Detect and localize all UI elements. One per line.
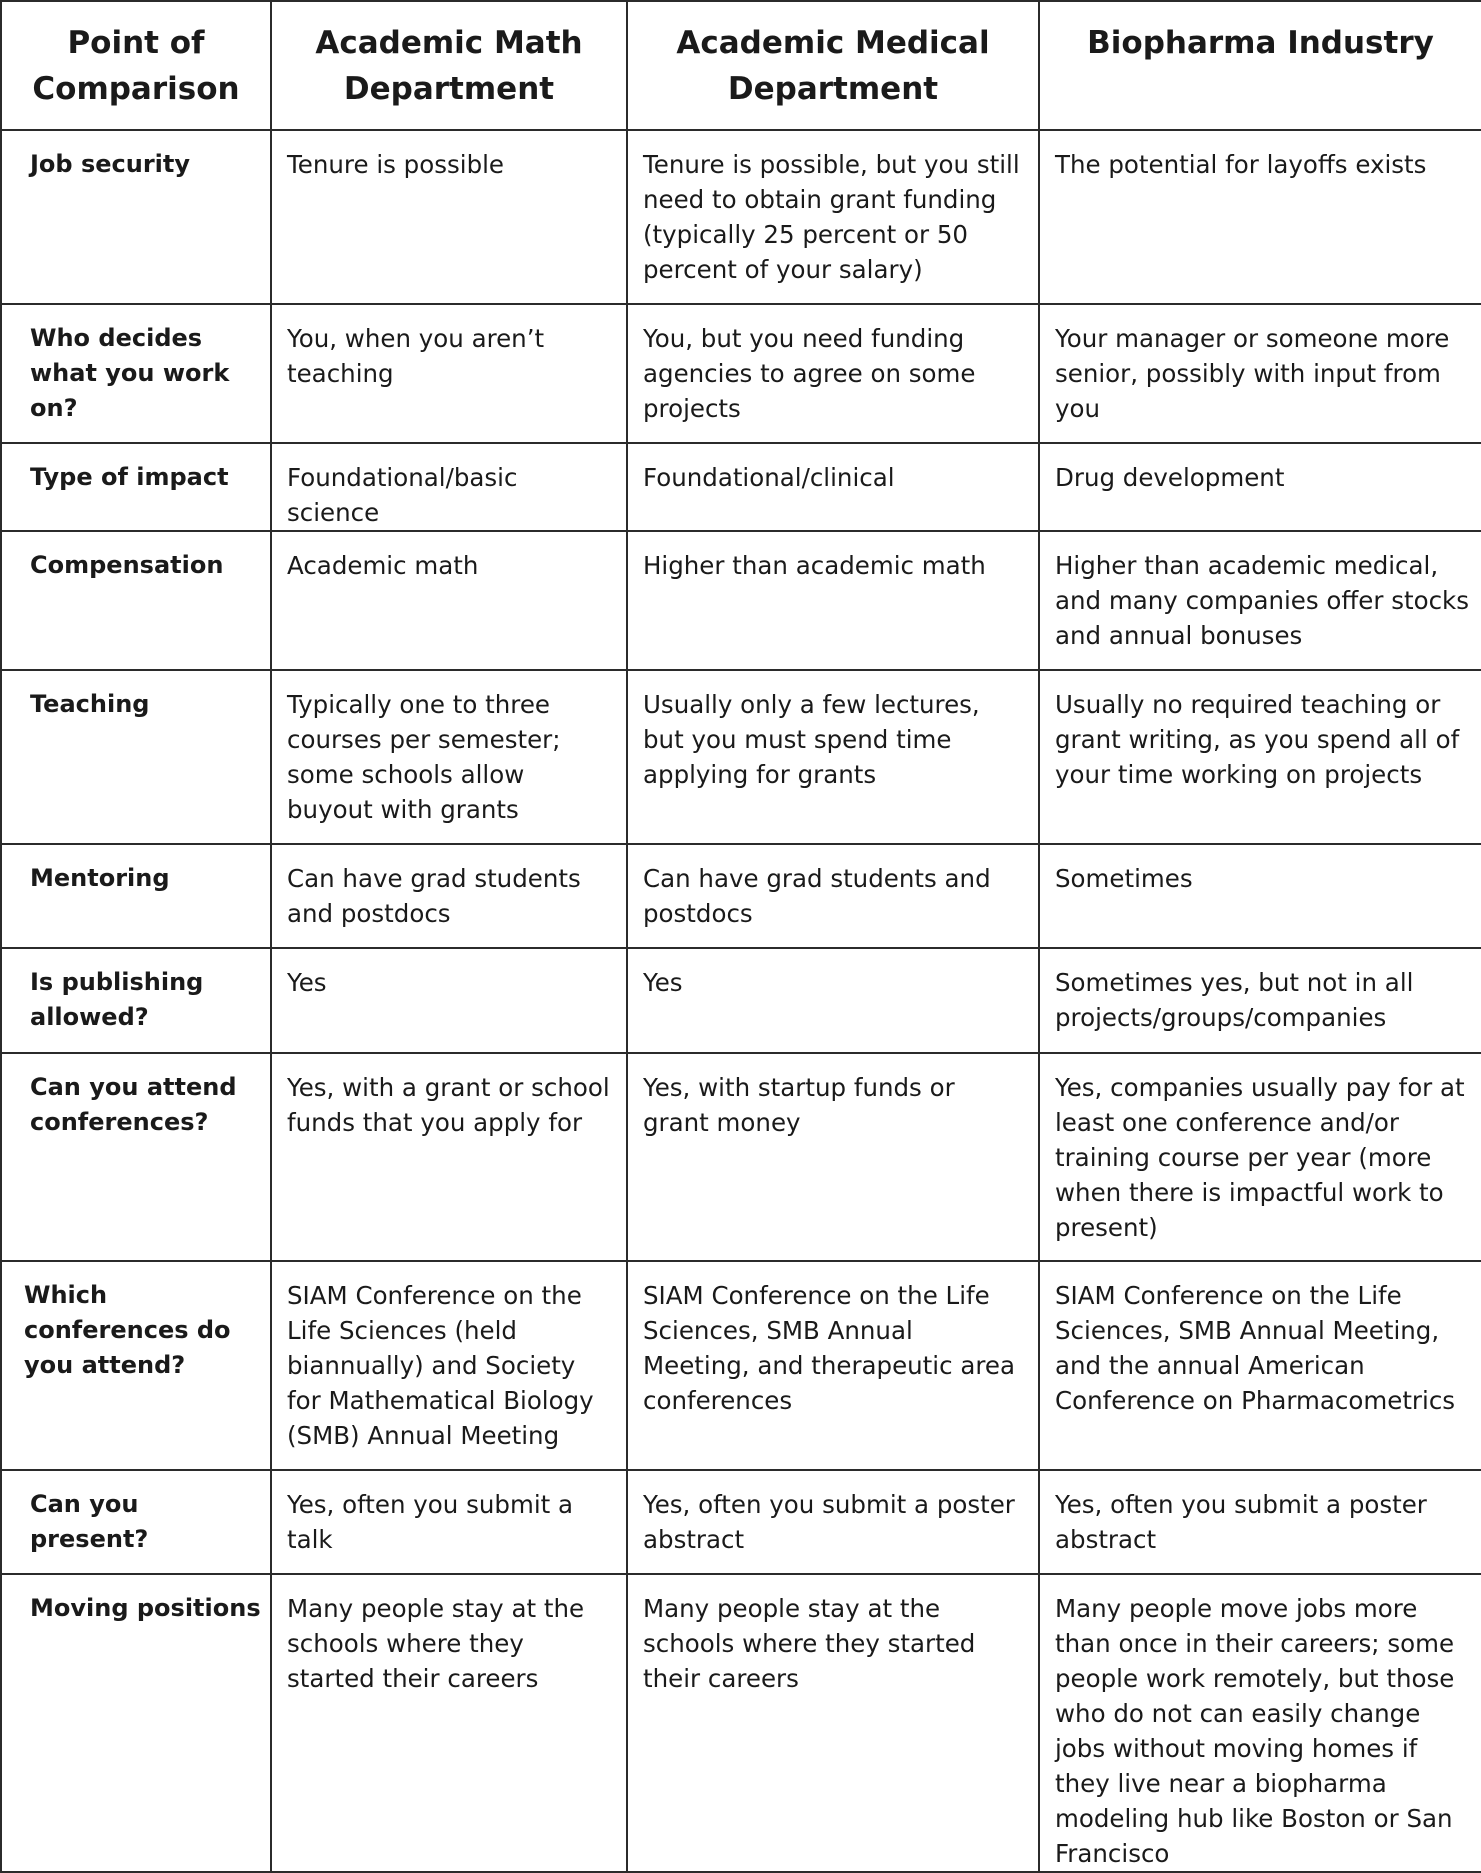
row-label-cell: [1, 1053, 271, 1261]
row-label: Moving positions: [30, 1594, 261, 1622]
industry-cell: Drug development: [1039, 443, 1481, 531]
math-cell: SIAM Conference on the Life Sciences (held biannually) and Society for Mathematical Biology (SMB) Annual Meeting: [271, 1261, 627, 1470]
medical-cell: Higher than academic math: [627, 531, 1039, 670]
industry-cell: Usually no required teaching or grant writing, as you spend all of your time working on projects: [1039, 670, 1481, 844]
table-row-who-decides: [1, 304, 1481, 443]
row-label: Compensation: [30, 551, 224, 579]
math-cell: You, when you aren’t teaching: [271, 304, 627, 443]
table-row-can-you-present: [1, 1470, 1481, 1574]
row-label: Can you attend conferences?: [30, 1073, 237, 1136]
row-label-cell: [1, 948, 271, 1053]
table-row-type-of-impact: [1, 443, 1481, 531]
industry-cell: Sometimes: [1039, 844, 1481, 948]
table-row-moving-positions: [1, 1574, 1481, 1872]
medical-cell: Yes, often you submit a poster abstract: [627, 1470, 1039, 1574]
industry-cell: Sometimes yes, but not in all projects/groups/companies: [1039, 948, 1481, 1053]
row-label-cell: [1, 1470, 271, 1574]
row-label-cell: [1, 130, 271, 304]
industry-cell: The potential for layoffs exists: [1039, 130, 1481, 304]
math-cell: Yes, often you submit a talk: [271, 1470, 627, 1574]
row-label: Who decides what you work on?: [30, 324, 230, 422]
medical-cell: Usually only a few lectures, but you must spend time applying for grants: [627, 670, 1039, 844]
medical-cell: Tenure is possible, but you still need to obtain grant funding (typically 25 percent or 50 percent of your salary): [627, 130, 1039, 304]
row-label-cell: [1, 1574, 271, 1872]
math-cell: Tenure is possible: [271, 130, 627, 304]
header-cell-point-of-comparison: Point of Comparison: [1, 1, 271, 130]
math-cell: Foundational/basic science: [271, 443, 627, 531]
industry-cell: Your manager or someone more senior, possibly with input from you: [1039, 304, 1481, 443]
row-label: Type of impact: [30, 463, 229, 491]
row-label-cell: [1, 531, 271, 670]
row-label-cell: [1, 844, 271, 948]
row-label: Job security: [30, 150, 191, 178]
row-label: Which conferences do you attend?: [24, 1281, 231, 1379]
industry-cell: SIAM Conference on the Life Sciences, SMB Annual Meeting, and the annual American Conference on Pharmacometrics: [1039, 1261, 1481, 1470]
table-row-which-conferences: [1, 1261, 1481, 1470]
row-label-cell: [1, 670, 271, 844]
table-row-attend-conferences: [1, 1053, 1481, 1261]
math-cell: Yes: [271, 948, 627, 1053]
table-row-job-security: [1, 130, 1481, 304]
math-cell: Yes, with a grant or school funds that you apply for: [271, 1053, 627, 1261]
row-label-cell: [1, 304, 271, 443]
table-row-compensation: [1, 531, 1481, 670]
medical-cell: Yes, with startup funds or grant money: [627, 1053, 1039, 1261]
table-row-mentoring: [1, 844, 1481, 948]
medical-cell: Can have grad students and postdocs: [627, 844, 1039, 948]
math-cell: Can have grad students and postdocs: [271, 844, 627, 948]
industry-cell: Many people move jobs more than once in their careers; some people work remotely, but those who do not can easily change jobs without moving homes if they live near a biopharma modeling hub like Boston or San Francisco: [1039, 1574, 1481, 1872]
table-row-publishing: [1, 948, 1481, 1053]
row-label: Can you present?: [30, 1490, 149, 1553]
industry-cell: Higher than academic medical, and many companies offer stocks and annual bonuses: [1039, 531, 1481, 670]
header-cell-biopharma: Biopharma Industry: [1039, 1, 1481, 130]
medical-cell: Yes: [627, 948, 1039, 1053]
math-cell: Typically one to three courses per semester; some schools allow buyout with grants: [271, 670, 627, 844]
row-label-cell: [1, 1261, 271, 1470]
header-row: [1, 1, 1481, 130]
table-row-teaching: [1, 670, 1481, 844]
header-cell-academic-math: Academic Math Department: [271, 1, 627, 130]
medical-cell: SIAM Conference on the Life Sciences, SMB Annual Meeting, and therapeutic area conferences: [627, 1261, 1039, 1470]
medical-cell: You, but you need funding agencies to agree on some projects: [627, 304, 1039, 443]
industry-cell: Yes, companies usually pay for at least one conference and/or training course per year (more when there is impactful work to present): [1039, 1053, 1481, 1261]
math-cell: Many people stay at the schools where they started their careers: [271, 1574, 627, 1872]
header-cell-academic-medical: Academic Medical Department: [627, 1, 1039, 130]
row-label: Teaching: [30, 690, 150, 718]
row-label-cell: [1, 443, 271, 531]
medical-cell: Many people stay at the schools where they started their careers: [627, 1574, 1039, 1872]
row-label: Is publishing allowed?: [30, 968, 204, 1031]
industry-cell: Yes, often you submit a poster abstract: [1039, 1470, 1481, 1574]
math-cell: Academic math: [271, 531, 627, 670]
row-label: Mentoring: [30, 864, 170, 892]
medical-cell: Foundational/clinical: [627, 443, 1039, 531]
